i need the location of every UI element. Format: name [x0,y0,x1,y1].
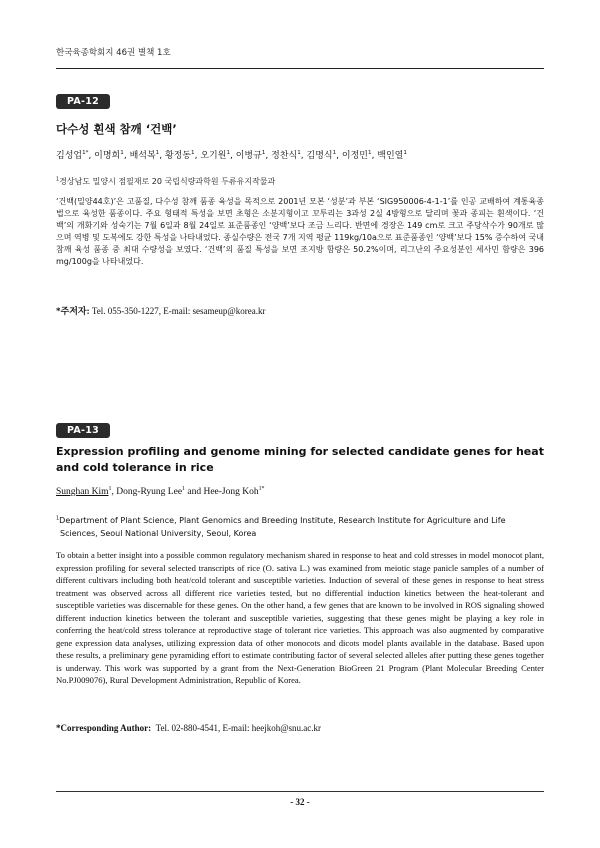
contact-info: Tel. 02-880-4541, E-mail: heejkoh@snu.ac.kr [155,723,321,733]
author-affiliation-marker: 1* [258,485,265,492]
author [56,487,111,497]
author-affiliation-marker: 1 [226,150,230,156]
author [377,151,407,161]
affiliation-text: Sciences, Seoul National University, Seoul, Korea [60,528,257,538]
author-name: 이명희 [94,151,121,161]
author-list: 김성업$^{1*}$, 이명희$^1$, 배석복$^1$, 황정동$^1$, 오기원$^1$, 이병규$^1$, 정찬식$^1$, 김명식$^1$, 이정민$^1$, 백인열$^1$ [56,150,407,161]
author-name: 정찬식 [271,151,298,161]
abstract-body: ‘건백(밀양44호)’은 고품질, 다수성 참깨 품종 육성을 목적으로 2001년 모본 ‘성분’과 부본 ‘SIG950006-4-1-1’를 인공 교배하여 계통육종법으로 육성한 품종이다. 주요 형태적 특성을 보면 초형은 소분지형이고 꼬투리는 3과성 2실 4방형으로 달리며 꽃과 종피는 흰색이다. ‘건백’의 개화기와 성숙기는 7월 6일과 8월 24일로 표준품종인 ‘양백’보다 조금 느리다. 반면에 경장은 149 cm로 크고 주당삭수가 90개로 많으며 역병 및 도복에도 강한 특성을 나타내었다. 종실수량은 전국 7개 지역 평균 119kg/10a으로 표준품종인 ‘양백’보다 15% 증수하여 국내 참깨 육성 품종 중 최대 수량성을 보였다. ‘건백’의 품질 특성을 보면 조지방 함량은 50.2%이며, 리그난의 주요성분인 세사민 함량은 396 mg/100g을 나타내었다. [56,197,544,266]
author [116,487,185,497]
abstract-title: Expression profiling and genome mining for selected candidate genes for heat and cold tolerance in rice [56,445,544,474]
affiliation [56,515,548,540]
corresponding-author-label: *주저자: [56,306,90,316]
abstract-body: To obtain a better insight into a possible common regulatory mechanism shared in response to heat and cold stresses in model monocot plant, expression profiling for several selected transcripts of rice (O. sativa L.) was examined from meiotic stage panicle samples of a number of different cultivars including both heat/cold tolerant and susceptible varieties. Induction of several of these genes in response to heat stress treatment was observed across all different rice varieties tested, but no differential induction kinetics between the heat-tolerant and susceptible varieties was discernable for these genes. On the other hand, a few genes that are known to be involved in ROS signaling showed different induction kinetics between the tolerant and susceptible varieties, suggesting that these genes might be playing a key role in conferring the heat/cold stress tolerance at reproductive stage of tolerant rice varieties. This approach was also augmented by comparative gene expression data analyses, utilizing expression data of other monocots and dicots model plants available in the database. Based upon these results, a preliminary gene pyramiding effort to estimate contributing factor of several selected alleles after putting these genes together is underway. This work was supported by a grant from the Next-Generation BioGreen 21 Program (Plant Molecular Breeding Center No.PJ009076), Rural Development Administration, Republic of Korea. [56,550,544,686]
author [94,151,124,161]
author [271,151,301,161]
author-affiliation-marker: 1 [261,150,266,156]
header-rule [56,68,544,69]
contact-info: Tel. 055-350-1227, E-mail: sesameup@korea.kr [91,306,266,316]
author-name: 오기원 [200,151,227,161]
author-affiliation-marker: 1* [82,150,89,156]
affiliation-text: Department of Plant Science, Plant Genomics and Breeding Institute, Research Institute for Agriculture and Life [59,516,506,525]
abstract-id-badge: PA-13 [56,423,110,438]
author [307,151,337,161]
author-affiliation-marker: 1 [182,485,185,492]
author-name: 이정민 [341,151,368,161]
author [203,487,264,497]
affiliation-marker: 1 [56,176,60,183]
author-affiliation-marker: 1 [403,150,407,156]
author-name: Hee-Jong Koh [203,487,259,497]
author-name: 김명식 [306,151,333,161]
author-name: 김성업 [56,151,83,161]
author [56,151,88,161]
author-affiliation-marker: 1 [120,150,124,156]
corresponding-author [56,723,321,733]
abstract-id-badge: PA-12 [56,94,110,109]
author-affiliation-marker: 1 [297,150,301,156]
author-affiliation-marker: 1 [368,150,372,156]
affiliation-marker: 1 [56,515,60,522]
affiliation [56,176,275,187]
author [200,151,230,161]
author-affiliation-marker: 1 [155,150,160,156]
corresponding-author [56,304,265,317]
author-name: Sunghan Kim [56,487,109,497]
affiliation-text: 경상남도 밀양시 점필재로 20 국립식량과학원 두류유지작물과 [59,177,276,186]
author [130,151,160,161]
author-name: 황정동 [164,151,192,161]
abstract-title: 다수성 흰색 참깨 ‘건백’ [56,122,177,136]
footer-rule [56,791,544,792]
author-affiliation-marker: 1 [108,485,112,492]
author-affiliation-marker: 1 [191,150,195,156]
journal-header: 한국육종학회지 46권 별책 1호 [56,48,171,58]
author-list: Sunghan Kim$^1$, Dong-Ryung Lee$^1$ and Hee-Jong Koh$^{1*}$ [56,485,265,497]
author [236,151,266,161]
author-name: Dong-Ryung Lee [116,487,183,497]
author-name: 배석복 [129,151,156,161]
author [342,151,372,161]
author-name: 백인열 [377,151,404,161]
author-affiliation-marker: 1 [332,150,337,156]
author [165,151,195,161]
page-number: - 32 - [290,797,310,807]
corresponding-author-label: *Corresponding Author: [56,723,152,733]
author-name: 이병규 [235,151,262,161]
